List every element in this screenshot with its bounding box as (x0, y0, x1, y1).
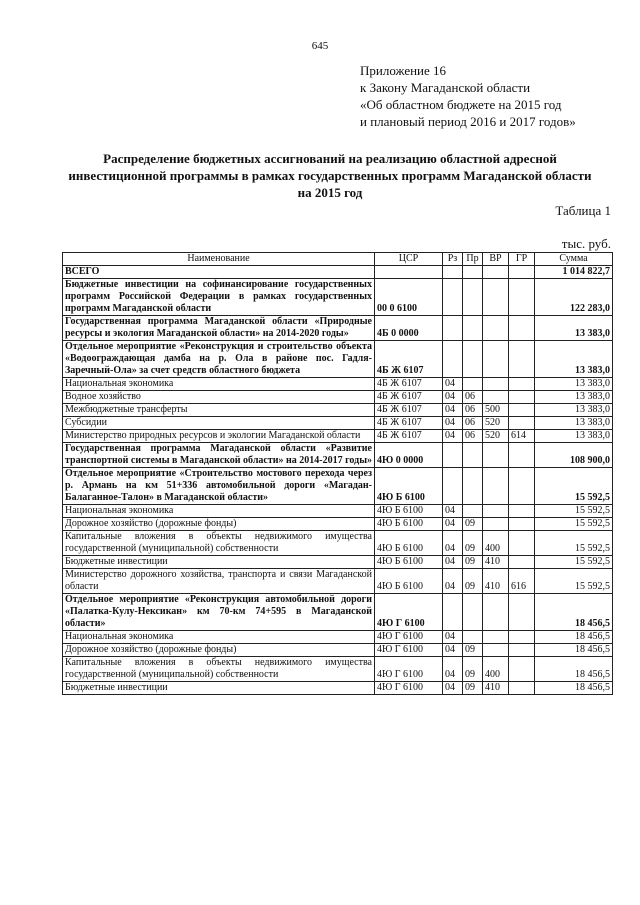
row-name: Государственная программа Магаданской области «Развитие транспортной системы в Магаданской области» на 2014-2017 годы» (63, 443, 375, 468)
row-sum: 13 383,0 (535, 378, 613, 391)
table-row (63, 556, 613, 569)
row-sum: 15 592,5 (535, 556, 613, 569)
row-pr: 06 (463, 430, 483, 443)
row-name: Национальная экономика (63, 505, 375, 518)
row-rz: 04 (443, 404, 463, 417)
row-pr (463, 378, 483, 391)
appendix-line: «Об областном бюджете на 2015 год (360, 97, 562, 112)
row-rz: 04 (443, 556, 463, 569)
row-sum: 13 383,0 (535, 391, 613, 404)
row-csr: 4Ю Г 6100 (375, 594, 443, 631)
row-name: Национальная экономика (63, 378, 375, 391)
row-sum: 13 383,0 (535, 341, 613, 378)
row-rz (443, 316, 463, 341)
row-pr: 06 (463, 404, 483, 417)
row-csr: 4Ю Б 6100 (375, 531, 443, 556)
budget-table (62, 252, 613, 695)
table-row (63, 316, 613, 341)
row-sum: 15 592,5 (535, 505, 613, 518)
row-gr (509, 556, 535, 569)
row-csr: 4Ю Б 6100 (375, 468, 443, 505)
table-row (63, 391, 613, 404)
row-vr (483, 391, 509, 404)
row-name: Капитальные вложения в объекты недвижимого имущества государственной (муниципальной) собственности (63, 657, 375, 682)
row-pr: 06 (463, 391, 483, 404)
table-row (63, 644, 613, 657)
row-sum: 15 592,5 (535, 531, 613, 556)
row-gr: 616 (509, 569, 535, 594)
row-name: Отдельное мероприятие «Реконструкция и строительство объекта «Водоограждающая дамба на р. Ола в районе пос. Гадля-Заречный-Ола» за счет средств областного бюджета (63, 341, 375, 378)
row-sum: 15 592,5 (535, 468, 613, 505)
units-label: тыс. руб. (561, 236, 611, 251)
header-gr: ГР (509, 253, 535, 266)
row-vr (483, 341, 509, 378)
row-gr (509, 443, 535, 468)
table-row (63, 682, 613, 695)
row-name: Бюджетные инвестиции (63, 682, 375, 695)
row-pr (463, 279, 483, 316)
row-gr (509, 644, 535, 657)
row-gr (509, 316, 535, 341)
row-rz: 04 (443, 430, 463, 443)
row-rz: 04 (443, 505, 463, 518)
row-gr (509, 531, 535, 556)
row-sum: 15 592,5 (535, 569, 613, 594)
row-pr (463, 266, 483, 279)
table-row (63, 417, 613, 430)
row-pr (463, 631, 483, 644)
row-csr: 4Ю Г 6100 (375, 644, 443, 657)
appendix-line: к Закону Магаданской области (360, 80, 531, 95)
row-vr (483, 594, 509, 631)
row-gr (509, 279, 535, 316)
row-vr (483, 631, 509, 644)
appendix-line: и плановый период 2016 и 2017 годов» (360, 114, 576, 129)
table-row (63, 279, 613, 316)
row-csr: 4Б 0 0000 (375, 316, 443, 341)
row-name: Водное хозяйство (63, 391, 375, 404)
row-pr: 09 (463, 682, 483, 695)
table-row (63, 518, 613, 531)
row-rz: 04 (443, 569, 463, 594)
row-gr (509, 631, 535, 644)
row-sum: 18 456,5 (535, 594, 613, 631)
row-rz: 04 (443, 378, 463, 391)
table-row (63, 594, 613, 631)
row-sum: 18 456,5 (535, 657, 613, 682)
row-vr (483, 279, 509, 316)
table-row (63, 657, 613, 682)
row-name: Капитальные вложения в объекты недвижимого имущества государственной (муниципальной) собственности (63, 531, 375, 556)
table-row (63, 505, 613, 518)
row-csr: 4Ю Г 6100 (375, 631, 443, 644)
row-sum: 18 456,5 (535, 682, 613, 695)
header-vr: ВР (483, 253, 509, 266)
table-row (63, 443, 613, 468)
row-csr: 4Ю 0 0000 (375, 443, 443, 468)
row-vr (483, 316, 509, 341)
row-gr (509, 594, 535, 631)
row-pr (463, 594, 483, 631)
table-header-row (63, 253, 613, 266)
row-sum: 13 383,0 (535, 417, 613, 430)
row-csr (375, 266, 443, 279)
appendix-line: Приложение 16 (360, 63, 447, 78)
table-row (63, 531, 613, 556)
row-rz: 04 (443, 518, 463, 531)
row-gr (509, 505, 535, 518)
row-gr (509, 341, 535, 378)
row-gr (509, 682, 535, 695)
row-vr: 410 (483, 682, 509, 695)
row-rz (443, 341, 463, 378)
table-row (63, 569, 613, 594)
row-csr: 00 0 6100 (375, 279, 443, 316)
row-name: Национальная экономика (63, 631, 375, 644)
row-vr (483, 518, 509, 531)
row-rz: 04 (443, 631, 463, 644)
row-csr: 4Ю Б 6100 (375, 505, 443, 518)
row-pr (463, 316, 483, 341)
document-title: Распределение бюджетных ассигнований на реализацию областной адресной инвестиционной программы в рамках государственных программ Магаданской области на 2015 год (68, 151, 592, 200)
row-rz: 04 (443, 417, 463, 430)
row-csr: 4Ю Г 6100 (375, 682, 443, 695)
table-row (63, 631, 613, 644)
row-rz (443, 279, 463, 316)
row-vr: 400 (483, 657, 509, 682)
row-pr: 06 (463, 417, 483, 430)
row-name: Отдельное мероприятие «Строительство мостового перехода через р. Армань на км 51+336 автомобильной дороги «Магадан-Балаганное-Талон» в Магаданской области» (63, 468, 375, 505)
row-pr: 09 (463, 644, 483, 657)
row-name: Бюджетные инвестиции (63, 556, 375, 569)
row-rz (443, 266, 463, 279)
row-csr: 4Б Ж 6107 (375, 391, 443, 404)
table-label: Таблица 1 (555, 203, 611, 218)
row-csr: 4Б Ж 6107 (375, 378, 443, 391)
row-csr: 4Б Ж 6107 (375, 404, 443, 417)
row-name: Субсидии (63, 417, 375, 430)
row-name: Государственная программа Магаданской области «Природные ресурсы и экология Магаданской области» на 2014-2020 годы» (63, 316, 375, 341)
row-name: Бюджетные инвестиции на софинансирование государственных программ Российской Федерации в рамках государственных программ Магаданской области (63, 279, 375, 316)
row-vr (483, 468, 509, 505)
row-rz (443, 468, 463, 505)
row-sum: 1 014 822,7 (535, 266, 613, 279)
row-rz: 04 (443, 531, 463, 556)
appendix-block (360, 62, 576, 130)
table-row (63, 404, 613, 417)
row-vr: 410 (483, 569, 509, 594)
row-csr: 4Ю Б 6100 (375, 518, 443, 531)
row-pr (463, 443, 483, 468)
row-pr: 09 (463, 518, 483, 531)
row-gr (509, 417, 535, 430)
row-pr (463, 468, 483, 505)
row-pr (463, 341, 483, 378)
row-gr (509, 391, 535, 404)
row-sum: 18 456,5 (535, 631, 613, 644)
row-vr: 520 (483, 417, 509, 430)
row-name: Дорожное хозяйство (дорожные фонды) (63, 644, 375, 657)
row-rz: 04 (443, 644, 463, 657)
row-vr (483, 644, 509, 657)
row-pr: 09 (463, 657, 483, 682)
row-sum: 108 900,0 (535, 443, 613, 468)
row-gr (509, 378, 535, 391)
row-rz (443, 443, 463, 468)
row-gr (509, 468, 535, 505)
row-name: Министерство дорожного хозяйства, транспорта и связи Магаданской области (63, 569, 375, 594)
row-name: Межбюджетные трансферты (63, 404, 375, 417)
header-name: Наименование (63, 253, 375, 266)
row-csr: 4Ю Б 6100 (375, 556, 443, 569)
header-pr: Пр (463, 253, 483, 266)
row-gr (509, 657, 535, 682)
row-csr: 4Б Ж 6107 (375, 417, 443, 430)
header-csr: ЦСР (375, 253, 443, 266)
row-pr: 09 (463, 556, 483, 569)
row-sum: 15 592,5 (535, 518, 613, 531)
header-sum: Сумма (535, 253, 613, 266)
row-vr: 400 (483, 531, 509, 556)
row-rz: 04 (443, 391, 463, 404)
table-row (63, 468, 613, 505)
row-gr (509, 266, 535, 279)
table-row (63, 341, 613, 378)
row-rz (443, 594, 463, 631)
row-gr (509, 518, 535, 531)
row-name: Министерство природных ресурсов и экологии Магаданской области (63, 430, 375, 443)
row-vr (483, 505, 509, 518)
row-rz: 04 (443, 682, 463, 695)
row-csr: 4Б Ж 6107 (375, 341, 443, 378)
table-row (63, 430, 613, 443)
row-pr: 09 (463, 531, 483, 556)
row-gr (509, 404, 535, 417)
row-csr: 4Ю Б 6100 (375, 569, 443, 594)
row-name: ВСЕГО (63, 266, 375, 279)
row-vr: 410 (483, 556, 509, 569)
table-row (63, 378, 613, 391)
row-sum: 13 383,0 (535, 430, 613, 443)
header-rz: Рз (443, 253, 463, 266)
row-sum: 13 383,0 (535, 404, 613, 417)
row-sum: 13 383,0 (535, 316, 613, 341)
row-sum: 18 456,5 (535, 644, 613, 657)
row-csr: 4Ю Г 6100 (375, 657, 443, 682)
row-vr: 520 (483, 430, 509, 443)
row-vr: 500 (483, 404, 509, 417)
page-number: 645 (311, 40, 329, 52)
table-row-total (63, 266, 613, 279)
row-name: Отдельное мероприятие «Реконструкция автомобильной дороги «Палатка-Кулу-Нексикан» км 70-км 74+595 в Магаданской области» (63, 594, 375, 631)
row-csr: 4Б Ж 6107 (375, 430, 443, 443)
row-pr: 09 (463, 569, 483, 594)
row-rz: 04 (443, 657, 463, 682)
row-vr (483, 443, 509, 468)
row-pr (463, 505, 483, 518)
row-gr: 614 (509, 430, 535, 443)
row-sum: 122 283,0 (535, 279, 613, 316)
row-vr (483, 378, 509, 391)
row-vr (483, 266, 509, 279)
row-name: Дорожное хозяйство (дорожные фонды) (63, 518, 375, 531)
